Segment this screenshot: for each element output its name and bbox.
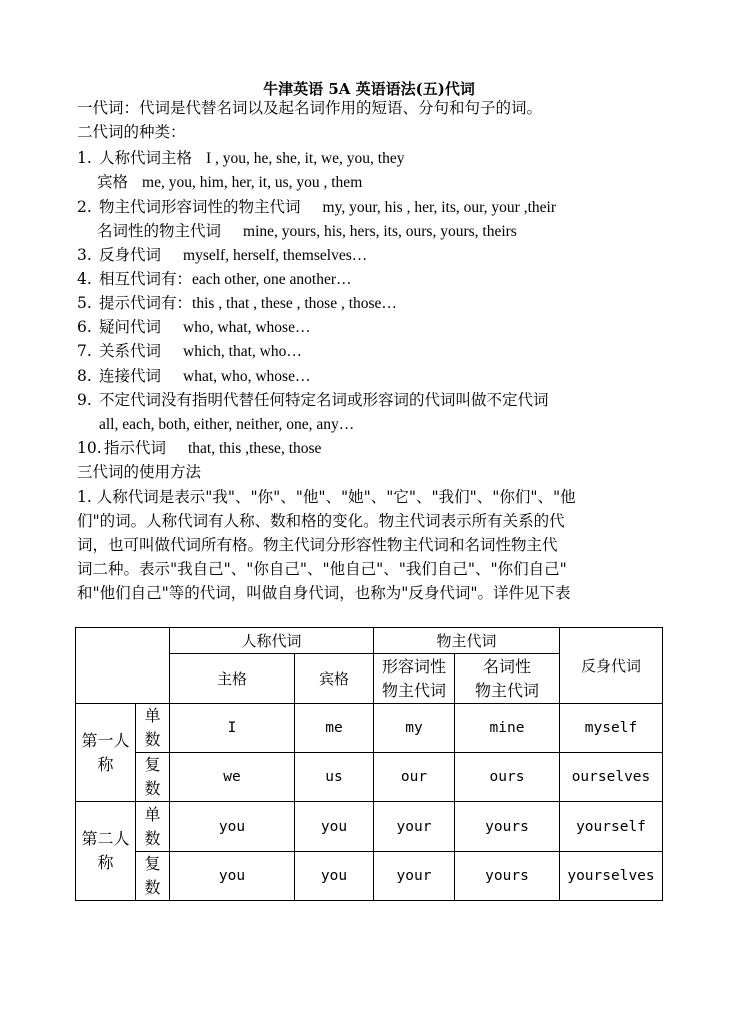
cell-noun-possessive: mine — [455, 704, 560, 753]
cell-adj-possessive: your — [374, 852, 455, 901]
cell-object: me — [295, 704, 374, 753]
cell-subject: you — [170, 802, 295, 852]
cell-subject: we — [170, 753, 295, 802]
cell-object: you — [295, 802, 374, 852]
cell-object: you — [295, 852, 374, 901]
singular-cell: 单 数 — [136, 802, 170, 852]
cell-subject: you — [170, 852, 295, 901]
table-row — [76, 753, 663, 802]
list-item-3: 3. 反身代词 myself, herself, themselves… — [77, 246, 368, 264]
list-item-5: 5. 提示代词有：this , that , these , those , those… — [77, 294, 397, 312]
list-item-10: 10. 指示代词 that, this ,these, those — [77, 439, 322, 457]
header-adjective-possessive: 形容词性 物主代词 — [374, 654, 455, 704]
list-item-4: 4. 相互代词有：each other, one another… — [77, 270, 352, 288]
list-item-1: 1. 人称代词主格 I , you, he, she, it, we, you, they — [77, 149, 405, 167]
table-corner-cell — [76, 628, 170, 704]
cell-noun-possessive: yours — [455, 852, 560, 901]
header-possessive-pronoun: 物主代词 — [374, 628, 560, 654]
cell-adj-possessive: our — [374, 753, 455, 802]
cell-object: us — [295, 753, 374, 802]
plural-cell: 复 数 — [136, 852, 170, 901]
paragraph-line-1: 1. 人称代词是表示"我"、"你"、"他"、"她"、"它"、"我们"、"你们"、"他 — [77, 488, 576, 506]
cell-noun-possessive: ours — [455, 753, 560, 802]
second-person-cell: 第二人 称 — [76, 802, 136, 901]
header-personal-pronoun: 人称代词 — [170, 628, 374, 654]
header-reflexive-pronoun: 反身代词 — [560, 628, 663, 704]
cell-noun-possessive: yours — [455, 802, 560, 852]
paragraph-line-4: 词二种。表示"我自己"、"你自己"、"他自己"、"我们自己"、"你们自己" — [77, 560, 567, 578]
header-subject-case: 主格 — [170, 654, 295, 704]
list-item-9-words: all, each, both, either, neither, one, any… — [99, 416, 355, 433]
paragraph-line-2: 们"的词。人称代词有人称、数和格的变化。物主代词表示所有关系的代 — [77, 512, 565, 530]
list-item-1-object: 宾格 me, you, him, her, it, us, you , them — [97, 173, 363, 191]
section-2-heading: 二代词的种类： — [77, 123, 186, 141]
cell-reflexive: myself — [560, 704, 663, 753]
table-row — [76, 704, 663, 753]
cell-reflexive: ourselves — [560, 753, 663, 802]
paragraph-line-3: 词，也可叫做代词所有格。物主代词分形容性物主代词和名词性物主代 — [77, 536, 558, 554]
cell-reflexive: yourselves — [560, 852, 663, 901]
first-person-cell: 第一人 称 — [76, 704, 136, 802]
table-row — [76, 802, 663, 852]
section-3-heading: 三代词的使用方法 — [77, 463, 202, 481]
cell-adj-possessive: your — [374, 802, 455, 852]
definition-line: 一代词：代词是代替名词以及起名词作用的短语、分句和句子的词。 — [77, 99, 543, 117]
plural-cell: 复 数 — [136, 753, 170, 802]
cell-subject: I — [170, 704, 295, 753]
page-title: 牛津英语 5A 英语语法(五)代词 — [263, 80, 475, 98]
list-item-9: 9. 不定代词没有指明代替任何特定名词或形容词的代词叫做不定代词 — [77, 391, 549, 409]
pronoun-table — [75, 627, 663, 901]
header-object-case: 宾格 — [295, 654, 374, 704]
list-item-2: 2. 物主代词形容词性的物主代词 my, your, his , her, its, our, your ,their — [77, 198, 556, 216]
paragraph-line-5: 和"他们自己"等的代词，叫做自身代词，也称为"反身代词"。详件见下表 — [77, 584, 571, 602]
list-item-8: 8. 连接代词 what, who, whose… — [77, 367, 311, 385]
header-noun-possessive: 名词性 物主代词 — [455, 654, 560, 704]
list-item-2-noun: 名词性的物主代词 mine, yours, his, hers, its, ours, yours, theirs — [97, 222, 517, 240]
table-row — [76, 852, 663, 901]
list-item-6: 6. 疑问代词 who, what, whose… — [77, 318, 311, 336]
singular-cell: 单 数 — [136, 704, 170, 753]
list-item-7: 7. 关系代词 which, that, who… — [77, 342, 302, 360]
cell-adj-possessive: my — [374, 704, 455, 753]
cell-reflexive: yourself — [560, 802, 663, 852]
